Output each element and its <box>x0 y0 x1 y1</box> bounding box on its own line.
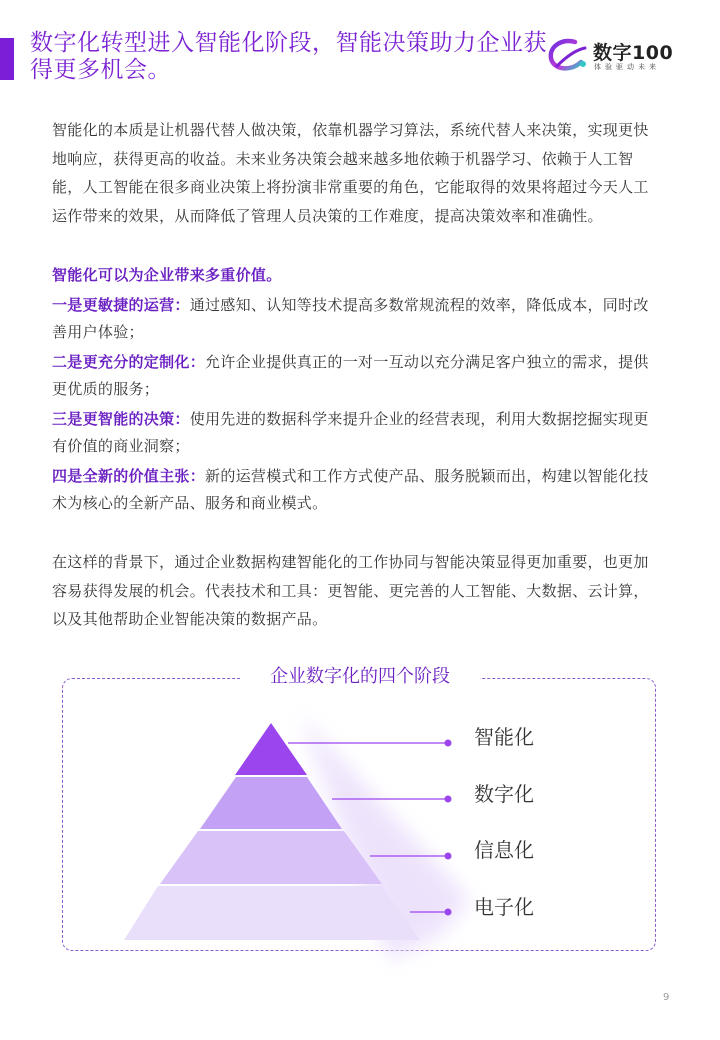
value-item-label: 三是更智能的决策： <box>52 409 190 428</box>
value-item-label: 一是更敏捷的运营： <box>52 295 190 314</box>
logo-wordmark: 数字100 <box>593 42 674 64</box>
value-item-text: 允许企业提供真正的一对一互动以充分满足客户独立的需求，提供更优质的服务； <box>52 352 649 398</box>
intro-paragraph: 智能化的本质是让机器代替人做决策，依靠机器学习算法，系统代替人来决策，实现更快地响应，获得更高的收益。未来业务决策会越来越多地依赖于机器学习、依赖于人工智能，人工智能在很多商业决策上将扮演非常重要的角色，它能取得的效果将超过今天人工运作带来的效果，从而降低了管理人员决策的工作难度，提高决策效率和准确性。 <box>52 121 649 225</box>
level-label-intelligent: 智能化 <box>474 725 534 749</box>
page-number: 9 <box>663 992 670 1003</box>
diagram-frame <box>62 678 656 951</box>
title-accent-bar <box>0 38 14 80</box>
values-section <box>52 262 662 518</box>
value-item <box>52 463 662 518</box>
values-heading: 智能化可以为企业带来多重价值。 <box>52 266 282 284</box>
value-item-text: 通过感知、认知等技术提高多数常规流程的效率，降低成本，同时改善用户体验； <box>52 295 649 341</box>
diagram-title: 企业数字化的四个阶段 <box>240 663 480 691</box>
value-item <box>52 406 662 461</box>
value-item <box>52 349 662 404</box>
logo-tagline: 体验驱动未来 <box>594 63 660 71</box>
level-label-digital: 数字化 <box>474 782 534 806</box>
value-item-label: 四是全新的价值主张： <box>52 466 206 485</box>
value-item-text: 新的运营模式和工作方式使产品、服务脱颖而出，构建以智能化技术为核心的全新产品、服务和商业模式。 <box>52 466 649 512</box>
page-title: 数字化转型进入智能化阶段，智能决策助力企业获得更多机会。 <box>30 30 547 83</box>
level-label-electronic: 电子化 <box>474 895 534 919</box>
value-item-text: 使用先进的数据科学来提升企业的经营表现，利用大数据挖掘实现更有价值的商业洞察； <box>52 409 649 455</box>
value-item-label: 二是更充分的定制化： <box>52 352 206 371</box>
level-label-information: 信息化 <box>474 838 534 862</box>
value-item <box>52 292 662 347</box>
logo-swirl-icon <box>545 36 589 76</box>
closing-paragraph: 在这样的背景下，通过企业数据构建智能化的工作协同与智能决策显得更加重要，也更加容易获得发展的机会。代表技术和工具：更智能、更完善的人工智能、大数据、云计算，以及其他帮助企业智能决策的数据产品。 <box>52 553 649 628</box>
brand-logo <box>545 36 685 80</box>
